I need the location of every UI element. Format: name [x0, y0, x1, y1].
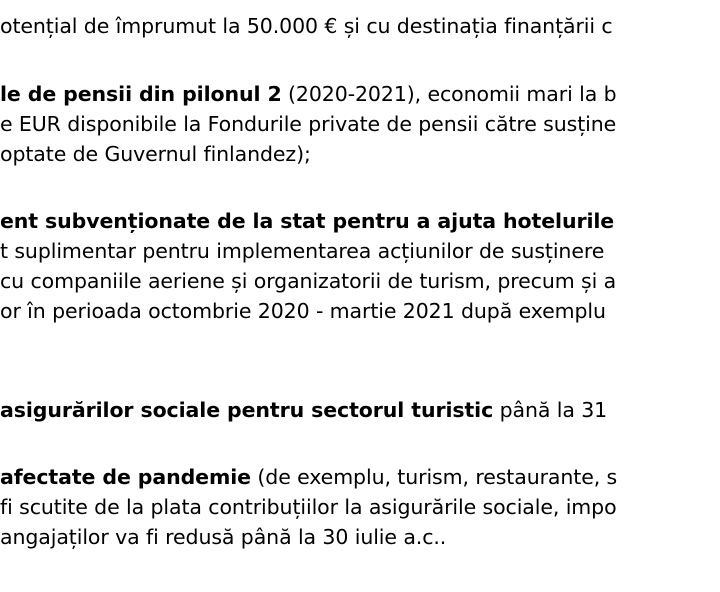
text-line — [0, 139, 311, 169]
bold-text-run: asigurărilor sociale pentru sectorul turistic — [0, 398, 494, 422]
bold-text-run: le de pensii din pilonul 2 — [0, 82, 282, 106]
bold-text-run: ent subvenționate de la stat pentru a ajuta hotelurile — [0, 209, 615, 233]
text-line — [0, 206, 614, 236]
text-run: (2020-2021), economii mari la b — [281, 82, 617, 106]
text-line — [0, 11, 613, 41]
text-run: angajaților va fi redusă până la 30 iulie a.c.. — [0, 525, 447, 549]
text-run: fi scutite de la plata contribuțiilor la asigurările sociale, impo — [0, 495, 617, 519]
bold-text-run: afectate de pandemie — [0, 465, 251, 489]
text-run: otențial de împrumut la 50.000 € și cu destinația finanțării c — [0, 14, 613, 38]
text-run: e EUR disponibile la Fondurile private de pensii către susține — [0, 112, 617, 136]
text-run: până la 31 — [493, 398, 608, 422]
text-line — [0, 296, 606, 326]
text-run: cu companiile aeriene și organizatorii de turism, precum și a — [0, 269, 617, 293]
text-run: t suplimentar pentru implementarea acțiunilor de susținere — [0, 239, 605, 263]
text-line — [0, 395, 607, 425]
text-line — [0, 462, 617, 492]
text-line — [0, 79, 617, 109]
text-line — [0, 236, 604, 266]
text-line — [0, 492, 617, 522]
text-run: (de exemplu, turism, restaurante, s — [250, 465, 618, 489]
text-line — [0, 266, 616, 296]
text-run: or în perioada octombrie 2020 - martie 2021 după exemplu — [0, 299, 606, 323]
text-run: optate de Guvernul finlandez); — [0, 142, 311, 166]
text-line — [0, 522, 446, 552]
text-line — [0, 109, 616, 139]
